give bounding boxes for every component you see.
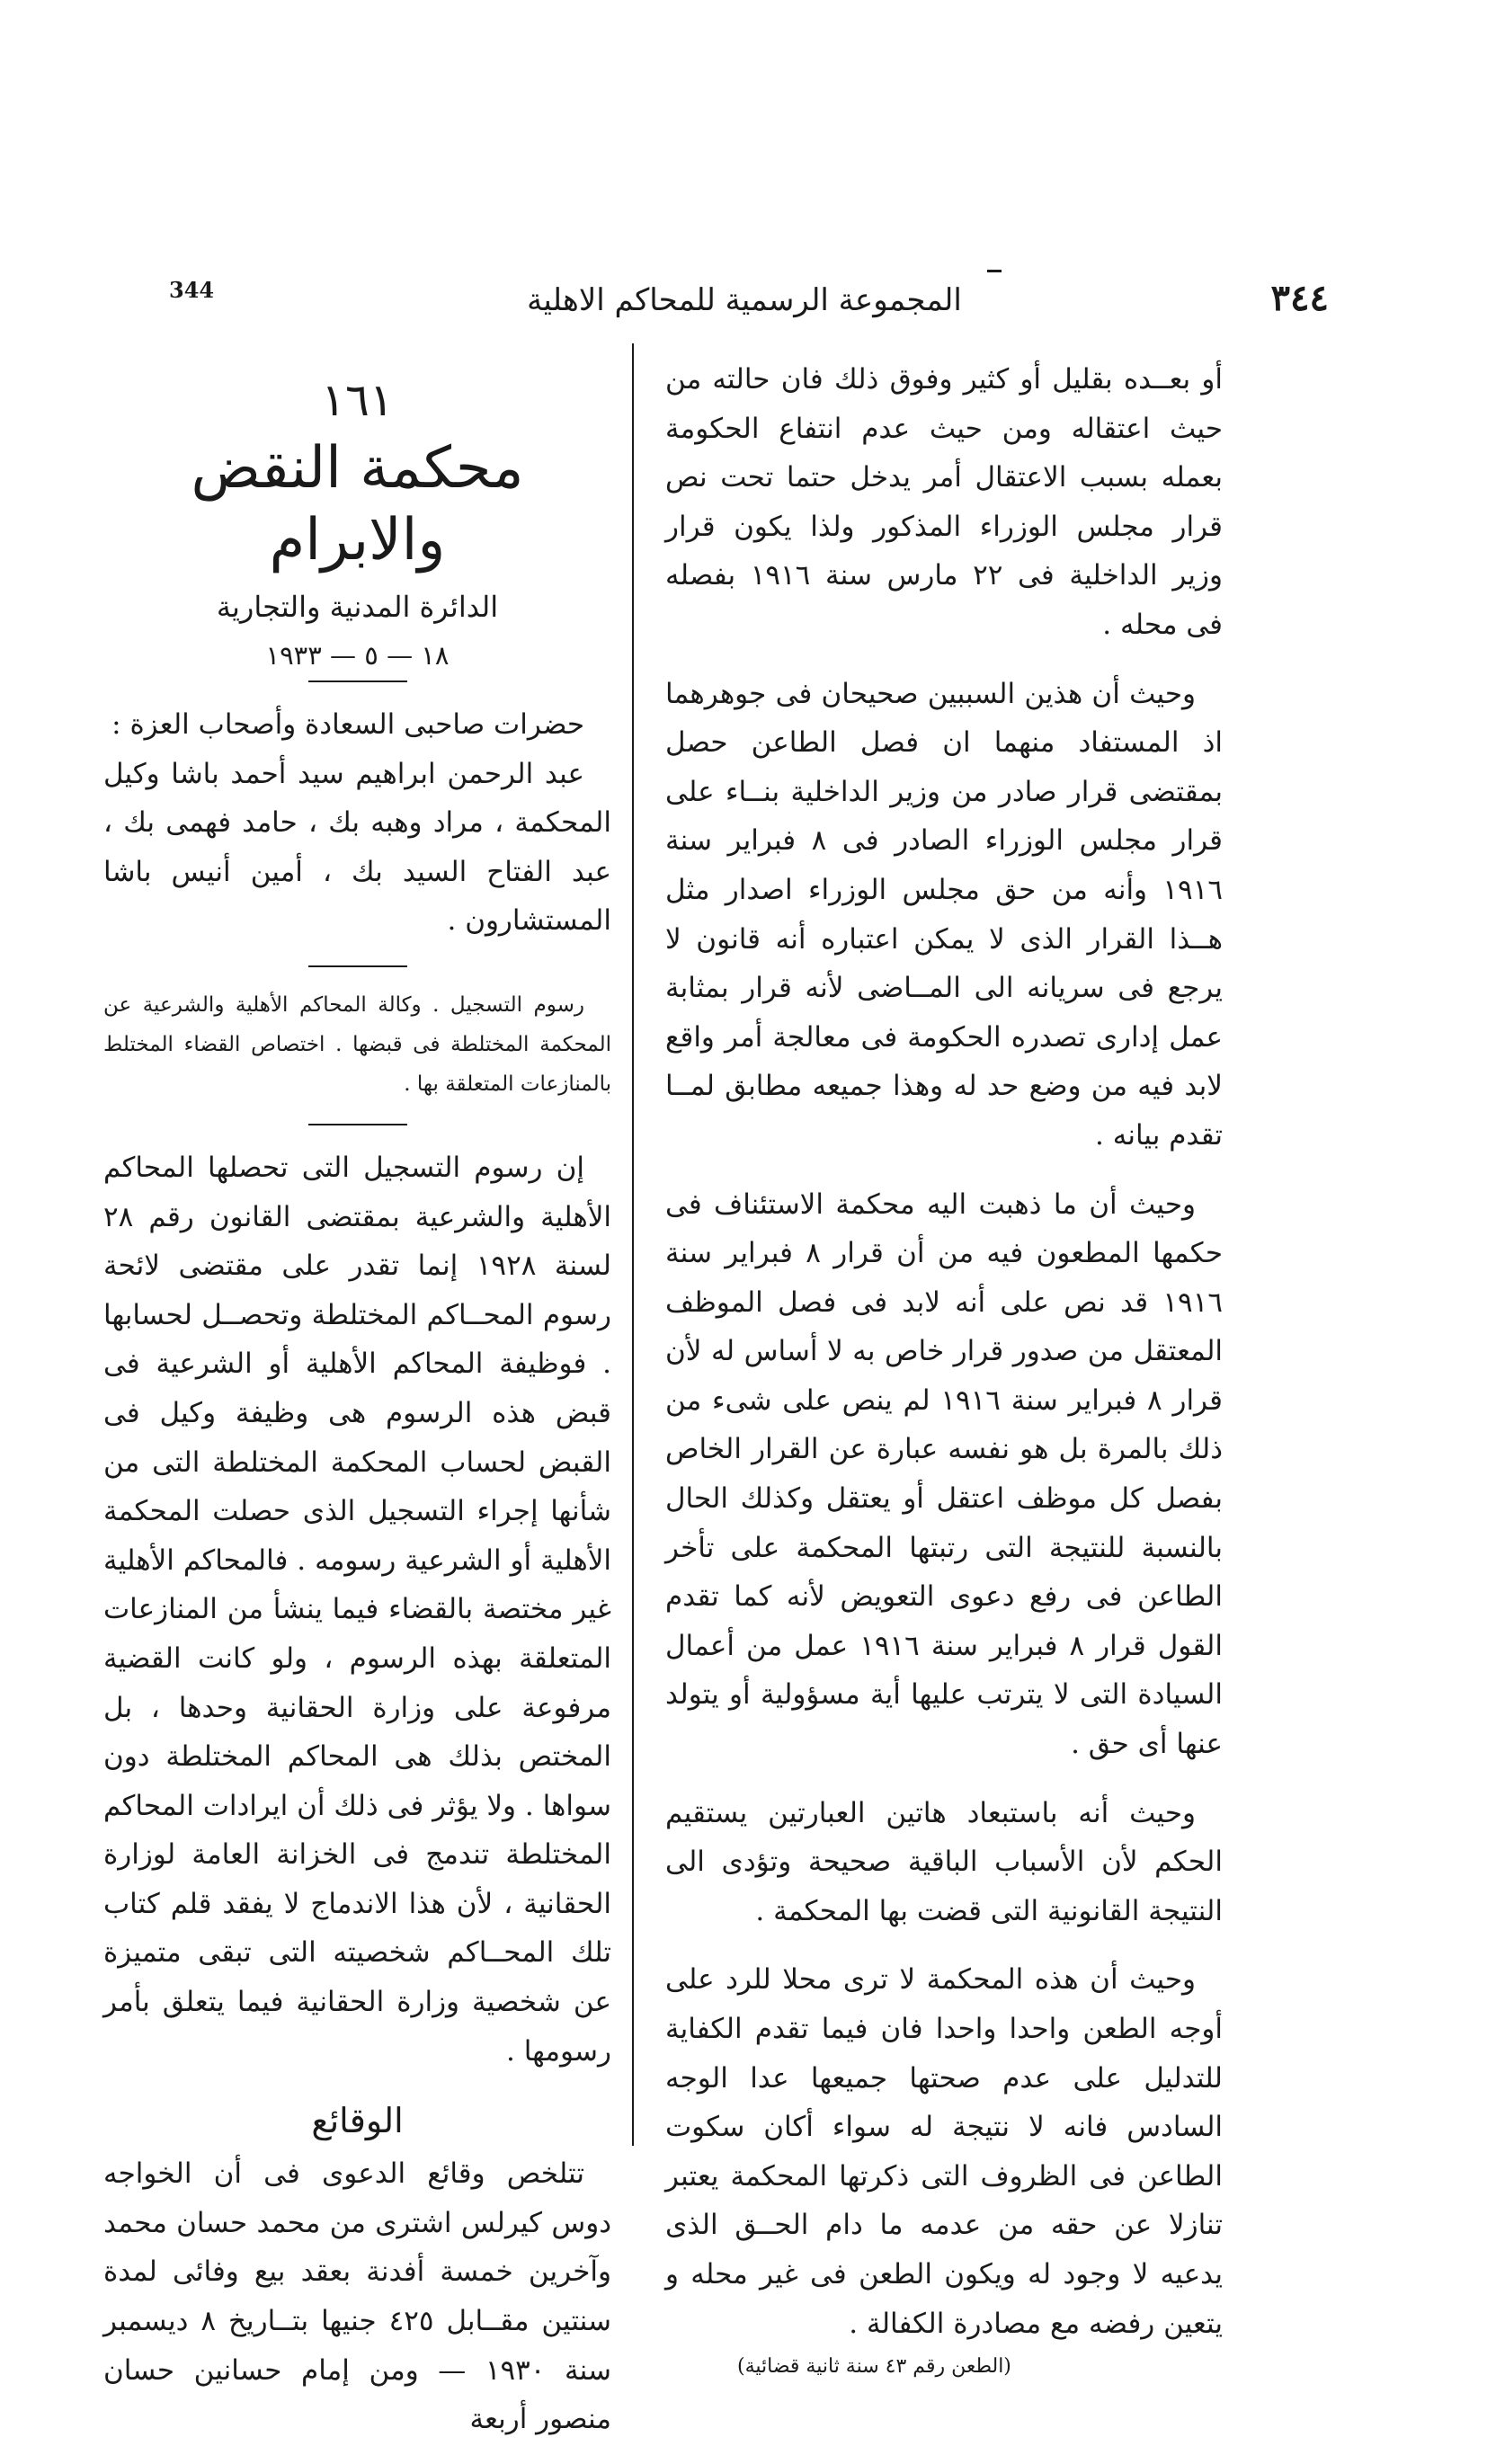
- legal-principle: إن رسوم التسجيل التى تحصلها المحاكم الأهلية والشرعية بمقتضى القانون رقم ٢٨ لسنة ١٩٢٨ إنما تقدر على مقتضى لائحة رسوم المحــاكم المختلطة وتحصــل لحسابها . فوظيفة المحاكم الأهلية أو الشرعية فى قبض هذه الرسوم هى وظيفة وكيل فى القبض لحساب المحكمة المختلطة التى من شأنها إجراء التسجيل الذى حصلت المحكمة الأهلية أو الشرعية رسومه . فالمحاكم الأهلية غير مختصة بالقضاء فيما ينشأ من المنازعات المتعلقة بهذه الرسوم ، ولو كانت القضية مرفوعة على وزارة الحقانية وحدها ، بل المختص بذلك هى المحاكم المختلطة دون سواها . ولا يؤثر فى ذلك أن ايرادات المحاكم المختلطة تندمج فى الخزانة العامة لوزارة الحقانية ، لأن هذا الاندماج لا يفقد قلم كتاب تلك المحــاكم شخصيته التى تبقى متميزة عن شخصية وزارة الحقانية فيما يتعلق بأمر رسومها .: [103, 1151, 611, 2068]
- right-column: [665, 355, 1223, 2382]
- running-header: [160, 270, 1329, 324]
- running-title: المجموعة الرسمية للمحاكم الاهلية: [527, 282, 962, 318]
- court-name: محكمة النقض والابرام: [191, 435, 524, 574]
- page-number-latin: 344: [169, 277, 215, 303]
- judges-list: عبد الرحمن ابراهيم سيد أحمد باشا وكيل المحكمة ، مراد وهبه بك ، حامد فهمى بك ، عبد الفتاح السيد بك ، أمين أنيس باشا المستشارون .: [103, 757, 611, 938]
- paragraph: وحيث أن ما ذهبت اليه محكمة الاستئناف فى حكمها المطعون فيه من أن قرار ٨ فبراير سنة ١٩١٦ قد نص على أنه لابد فى فصل الموظف المعتقل من صدور قرار خاص به لا أساس له لأن قرار ٨ فبراير سنة ١٩١٦ لم ينص على شىء من ذلك بالمرة بل هو نفسه عبارة عن القرار الخاص بفصل كل موظف اعتقل أو يعتقل وكذلك الحال بالنسبة للنتيجة التى رتبتها المحكمة على تأخر الطاعن فى رفع دعوى التعويض لأنه كما تقدم القول قرار ٨ فبراير سنة ١٩١٦ عمل من أعمال السيادة التى لا يترتب عليها أية مسؤولية أو يتولد عنها أى حق .: [665, 1188, 1224, 1761]
- headnote-summary: رسوم التسجيل . وكالة المحاكم الأهلية والشرعية عن المحكمة المختلطة فى قبضها . اختصاص القضاء المختلط بالمنازعات المتعلقة بها .: [103, 992, 611, 1096]
- paragraph: وحيث أن هذه المحكمة لا ترى محلا للرد على أوجه الطعن واحدا واحدا فان فيما تقدم الكفاية للتدليل على عدم صحتها جميعها عدا الوجه السادس فانه لا نتيجة له سواء أكان سكوت الطاعن فى الظروف التى ذكرتها المحكمة يعتبر تنازلا عن حقه من عدمه ما دام الحــق الذى يدعيه لا وجود له ويكون الطعن فى غير محله و يتعين رفضه مع مصادرة الكفالة .: [665, 1963, 1223, 2340]
- separator: [308, 680, 407, 682]
- column-divider: [632, 343, 634, 2146]
- case-number: ١٦١: [321, 374, 394, 426]
- left-column: [103, 373, 611, 2464]
- judgment-date: ١٨ — ٥ — ١٩٣٣: [265, 640, 450, 671]
- paragraph: وحيث أن هذين السببين صحيحان فى جوهرهما اذ المستفاد منهما ان فصل الطاعن حصل بمقتضى قرار صادر من وزير الداخلية بنــاء على قرار مجلس الوزراء الصادر فى ٨ فبراير سنة ١٩١٦ وأنه من حق مجلس الوزراء اصدار مثل هــذا القرار الذى لا يمكن اعتباره أنه قانون لا يرجع فى سريانه الى المــاضى لأنه قرار بمثابة عمل إدارى تصدره الحكومة فى معالجة أمر واقع لابد فيه من وضع حد له وهذا جميعه مطابق لمــا تقدم بيانه .: [665, 677, 1223, 1152]
- case-reference: (الطعن رقم ٤٣ سنة ثانية قضائية): [737, 2355, 1011, 2379]
- judges-intro: حضرات صاحبى السعادة وأصحاب العزة :: [111, 708, 584, 741]
- page-number-arabic: ٣٤٤: [1270, 277, 1329, 319]
- separator: [308, 965, 407, 967]
- separator: [308, 1124, 407, 1125]
- paragraph: أو بعــده بقليل أو كثير وفوق ذلك فان حالته من حيث اعتقاله ومن حيث عدم انتفاع الحكومة بعمله بسبب الاعتقال أمر يدخل حتما تحت نص قرار مجلس الوزراء المذكور ولذا يكون قرار وزير الداخلية فى ٢٢ مارس سنة ١٩١٦ بفصله فى محله .: [665, 363, 1223, 641]
- paragraph: وحيث أنه باستبعاد هاتين العبارتين يستقيم الحكم لأن الأسباب الباقية صحيحة وتؤدى الى النتيجة القانونية التى قضت بها المحكمة .: [665, 1796, 1223, 1927]
- header-mark: [987, 270, 1002, 272]
- facts-heading: الوقائع: [311, 2101, 404, 2141]
- facts-paragraph: تتلخص وقائع الدعوى فى أن الخواجه دوس كيرلس اشترى من محمد حسان محمد وآخرين خمسة أفدنة بعقد بيع وفائى لمدة سنتين مقــابل ٤٢٥ جنيها بتــاريخ ٨ ديسمبر سنة ١٩٣٠ — ومن إمام حسانين حسان منصور أربعة: [103, 2157, 612, 2436]
- circuit-name: الدائرة المدنية والتجارية: [216, 590, 499, 624]
